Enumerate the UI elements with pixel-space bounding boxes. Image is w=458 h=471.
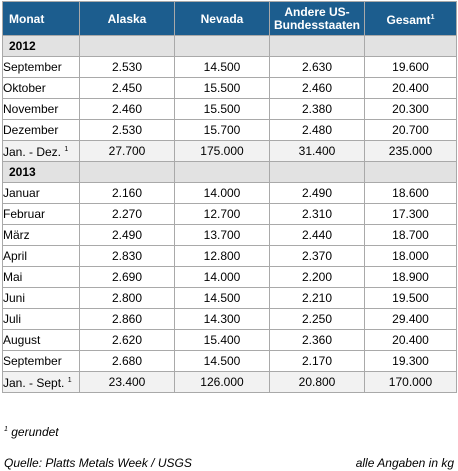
gesamt-cell: 18.700 (365, 225, 457, 246)
month-cell: Dezember (3, 120, 80, 141)
month-cell: Juli (3, 309, 80, 330)
table-row (3, 99, 457, 120)
alaska-total-cell: 23.400 (80, 372, 175, 393)
header-month: Monat (3, 2, 80, 36)
header-alaska: Alaska (80, 2, 175, 36)
table-row (3, 267, 457, 288)
empty-cell (270, 162, 365, 183)
nevada-total-cell: 175.000 (175, 141, 270, 162)
header-andere-line1: Andere US- (284, 4, 350, 19)
table-row (3, 78, 457, 99)
header-nevada: Nevada (175, 2, 270, 36)
header-andere (270, 2, 365, 36)
andere-cell: 2.480 (270, 120, 365, 141)
alaska-cell: 2.860 (80, 309, 175, 330)
alaska-cell: 2.450 (80, 78, 175, 99)
nevada-cell: 15.700 (175, 120, 270, 141)
andere-cell: 2.440 (270, 225, 365, 246)
andere-cell: 2.460 (270, 78, 365, 99)
andere-cell: 2.370 (270, 246, 365, 267)
alaska-cell: 2.620 (80, 330, 175, 351)
nevada-cell: 14.300 (175, 309, 270, 330)
alaska-cell: 2.680 (80, 351, 175, 372)
footnote-marker: 1 (64, 146, 69, 153)
andere-cell: 2.250 (270, 309, 365, 330)
nevada-cell: 14.500 (175, 288, 270, 309)
empty-cell (80, 36, 175, 57)
table-row (3, 57, 457, 78)
footnote-marker: 1 (4, 426, 8, 433)
footnote-text: gerundet (11, 425, 59, 439)
source-note: Quelle: Platts Metals Week / USGS (4, 456, 192, 470)
table-row (3, 351, 457, 372)
month-cell: April (3, 246, 80, 267)
gesamt-cell: 19.600 (365, 57, 457, 78)
footnote-marker: 1 (67, 377, 72, 384)
header-gesamt (365, 2, 457, 36)
total-label-cell (3, 141, 80, 162)
nevada-cell: 14.500 (175, 351, 270, 372)
nevada-cell: 13.700 (175, 225, 270, 246)
gesamt-cell: 18.600 (365, 183, 457, 204)
nevada-cell: 15.400 (175, 330, 270, 351)
unit-note: alle Angaben in kg (355, 456, 454, 470)
andere-total-cell: 31.400 (270, 141, 365, 162)
gesamt-cell: 17.300 (365, 204, 457, 225)
table-row (3, 309, 457, 330)
total-label: Jan. - Sept. (3, 376, 65, 390)
empty-cell (365, 36, 457, 57)
andere-cell: 2.310 (270, 204, 365, 225)
andere-cell: 2.380 (270, 99, 365, 120)
gesamt-cell: 18.000 (365, 246, 457, 267)
month-cell: Februar (3, 204, 80, 225)
month-cell: September (3, 351, 80, 372)
empty-cell (365, 162, 457, 183)
gesamt-cell: 20.400 (365, 78, 457, 99)
header-andere-line2: Bundesstaaten (273, 17, 361, 32)
month-cell: August (3, 330, 80, 351)
gesamt-cell: 19.500 (365, 288, 457, 309)
gesamt-cell: 20.400 (365, 330, 457, 351)
andere-cell: 2.360 (270, 330, 365, 351)
andere-cell: 2.210 (270, 288, 365, 309)
alaska-cell: 2.800 (80, 288, 175, 309)
header-row (3, 2, 457, 36)
alaska-cell: 2.160 (80, 183, 175, 204)
year-row-2012 (3, 36, 457, 57)
year-label: 2013 (3, 162, 80, 183)
month-cell: Januar (3, 183, 80, 204)
alaska-cell: 2.270 (80, 204, 175, 225)
alaska-cell: 2.490 (80, 225, 175, 246)
table-row (3, 120, 457, 141)
nevada-total-cell: 126.000 (175, 372, 270, 393)
alaska-cell: 2.460 (80, 99, 175, 120)
total-row (3, 141, 457, 162)
year-label: 2012 (3, 36, 80, 57)
total-row (3, 372, 457, 393)
nevada-cell: 15.500 (175, 78, 270, 99)
production-table (2, 1, 457, 393)
empty-cell (270, 36, 365, 57)
nevada-cell: 15.500 (175, 99, 270, 120)
andere-cell: 2.630 (270, 57, 365, 78)
table-row (3, 330, 457, 351)
gesamt-cell: 20.300 (365, 99, 457, 120)
table-row (3, 288, 457, 309)
header-gesamt-label: Gesamt (386, 12, 431, 27)
gesamt-total-cell: 235.000 (365, 141, 457, 162)
month-cell: September (3, 57, 80, 78)
nevada-cell: 12.800 (175, 246, 270, 267)
table-row (3, 204, 457, 225)
table-row (3, 183, 457, 204)
total-label-cell (3, 372, 80, 393)
year-row-2013 (3, 162, 457, 183)
alaska-total-cell: 27.700 (80, 141, 175, 162)
alaska-cell: 2.530 (80, 120, 175, 141)
month-cell: März (3, 225, 80, 246)
gesamt-cell: 20.700 (365, 120, 457, 141)
gesamt-cell: 18.900 (365, 267, 457, 288)
footnote-marker: 1 (430, 13, 435, 21)
nevada-cell: 14.000 (175, 267, 270, 288)
empty-cell (80, 162, 175, 183)
month-cell: November (3, 99, 80, 120)
empty-cell (175, 36, 270, 57)
month-cell: Juni (3, 288, 80, 309)
total-label: Jan. - Dez. (3, 145, 62, 159)
andere-cell: 2.200 (270, 267, 365, 288)
month-cell: Mai (3, 267, 80, 288)
alaska-cell: 2.530 (80, 57, 175, 78)
gesamt-cell: 19.300 (365, 351, 457, 372)
table-row (3, 225, 457, 246)
gesamt-cell: 29.400 (365, 309, 457, 330)
andere-cell: 2.490 (270, 183, 365, 204)
gesamt-total-cell: 170.000 (365, 372, 457, 393)
nevada-cell: 12.700 (175, 204, 270, 225)
nevada-cell: 14.500 (175, 57, 270, 78)
alaska-cell: 2.830 (80, 246, 175, 267)
andere-total-cell: 20.800 (270, 372, 365, 393)
nevada-cell: 14.000 (175, 183, 270, 204)
month-cell: Oktober (3, 78, 80, 99)
alaska-cell: 2.690 (80, 267, 175, 288)
table-row (3, 246, 457, 267)
andere-cell: 2.170 (270, 351, 365, 372)
footnote (4, 425, 59, 439)
empty-cell (175, 162, 270, 183)
